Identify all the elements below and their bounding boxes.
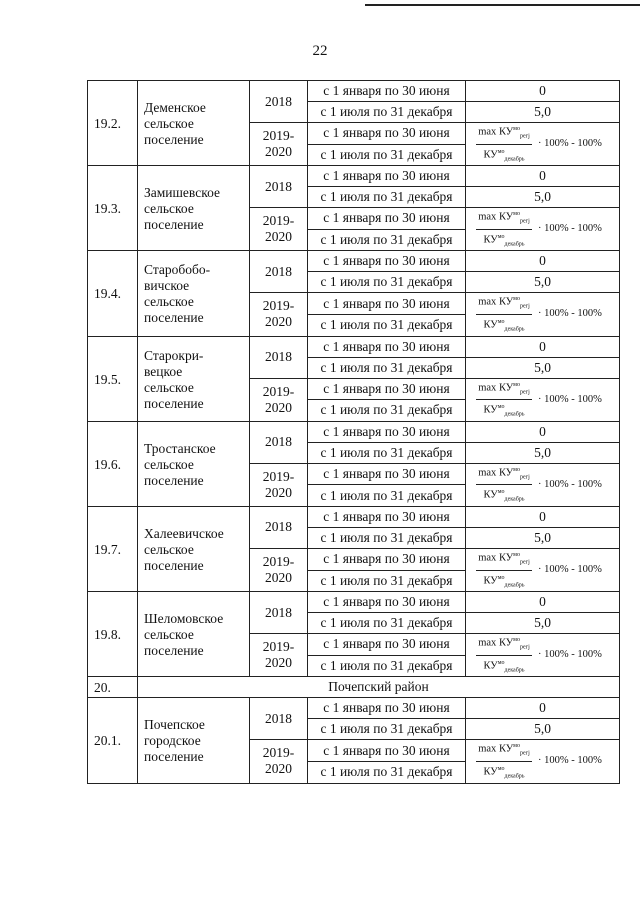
formula-ku-text: КУ [483,234,498,246]
fraction-bar [476,484,532,485]
value-second-half: 5,0 [466,527,620,548]
growth-formula [466,549,619,591]
settlement-name-text: Тростанское сельское поселение [144,440,216,488]
formula-cell [466,740,620,783]
value-first-half: 0 [466,336,620,357]
settlement-name-text: Замишевское сельское поселение [144,185,220,233]
year-2019-2020 [250,378,308,421]
formula-reg-sub: pегj [519,559,530,566]
formula-fraction [476,740,532,782]
period-first-half: с 1 января по 30 июня [308,166,466,187]
formula-mo-sup: мо [497,233,505,240]
period-second-half: с 1 июля по 31 декабря [308,144,466,166]
fraction-bar [476,655,532,656]
formula-mo-sup: мо [497,148,505,155]
formula-max-text: max [478,552,497,564]
settlement-name [138,698,250,783]
row-number: 19.5. [88,336,138,421]
year-2018: 2018 [250,506,308,548]
formula-reg-sub: pегj [519,303,530,310]
row-number: 19.3. [88,166,138,251]
growth-formula [466,293,619,335]
value-first-half: 0 [466,592,620,613]
value-second-half: 5,0 [466,719,620,740]
period-second-half: с 1 июля по 31 декабря [308,229,466,251]
row-number: 19.7. [88,506,138,591]
table-row [88,421,620,442]
settlement-name-text: Почепское городское поселение [144,717,205,765]
period-second-half: с 1 июля по 31 декабря [308,719,466,740]
period-second-half: с 1 июля по 31 декабря [308,272,466,293]
district-name: Почепский район [138,677,620,698]
formula-mo-sup: мо [513,637,520,644]
formula-reg-sub: pегj [519,750,530,757]
formula-fraction [476,208,532,250]
formula-mo-sup: мо [513,381,520,388]
year-2019-2020-text: 2019- 2020 [262,639,295,671]
formula-ku-text: КУ [483,489,498,501]
period-first-half: с 1 января по 30 июня [308,208,466,230]
value-first-half: 0 [466,251,620,272]
period-first-half: с 1 января по 30 июня [308,81,466,102]
year-2019-2020 [250,463,308,506]
formula-mo-sup: мо [513,211,520,218]
district-number: 20. [88,677,138,698]
formula-ku-text: КУ [483,149,498,161]
period-second-half: с 1 июля по 31 декабря [308,527,466,548]
period-second-half: с 1 июля по 31 декабря [308,761,466,783]
period-second-half: с 1 июля по 31 декабря [308,314,466,336]
growth-formula [466,740,619,782]
formula-tail: · 100% - 100% [538,564,602,576]
growth-formula [466,123,619,165]
formula-ku-text: КУ [498,382,514,394]
formula-cell [466,548,620,591]
table-row [88,506,620,527]
formula-mo-sup: мо [497,489,505,496]
period-second-half: с 1 июля по 31 декабря [308,442,466,463]
formula-fraction [476,379,532,421]
formula-mo-sup: мо [497,659,505,666]
settlement-name-text: Старокри- вецкое сельское поселение [144,347,204,411]
formula-cell [466,378,620,421]
year-2019-2020-text: 2019- 2020 [262,745,295,777]
settlement-name [138,506,250,591]
value-first-half: 0 [466,166,620,187]
year-2018: 2018 [250,336,308,378]
formula-max-text: max [478,467,497,479]
period-first-half: с 1 января по 30 июня [308,421,466,442]
formula-dekabr-sub: декабрь [504,773,525,780]
year-2019-2020 [250,740,308,783]
formula-mo-sup: мо [513,551,520,558]
formula-reg-sub: pегj [519,218,530,225]
formula-cell [466,634,620,677]
formula-mo-sup: мо [513,296,520,303]
year-2019-2020-text: 2019- 2020 [262,554,295,586]
period-first-half: с 1 января по 30 июня [308,592,466,613]
period-second-half: с 1 июля по 31 декабря [308,357,466,378]
fraction-bar [476,229,532,230]
formula-max-text: max [478,296,497,308]
table-row [88,166,620,187]
year-2019-2020 [250,634,308,677]
formula-dekabr-sub: декабрь [504,326,525,333]
year-2018: 2018 [250,592,308,634]
formula-ku-text: КУ [498,552,514,564]
growth-formula [466,379,619,421]
period-first-half: с 1 января по 30 июня [308,548,466,570]
formula-ku-text: КУ [498,126,514,138]
formula-fraction [476,123,532,165]
year-2019-2020 [250,123,308,166]
period-first-half: с 1 января по 30 июня [308,123,466,145]
formula-mo-sup: мо [497,574,505,581]
settlement-name-text: Старобобо- вичское сельское поселение [144,262,211,326]
row-number: 19.8. [88,592,138,677]
year-2018: 2018 [250,166,308,208]
formula-tail: · 100% - 100% [538,223,602,235]
table-row [88,592,620,613]
period-first-half: с 1 января по 30 июня [308,251,466,272]
formula-cell [466,123,620,166]
year-2019-2020-text: 2019- 2020 [262,298,295,330]
formula-fraction [476,293,532,335]
formula-fraction [476,634,532,676]
formula-max-text: max [478,126,497,138]
formula-reg-sub: pегj [519,389,530,396]
value-first-half: 0 [466,421,620,442]
value-second-half: 5,0 [466,357,620,378]
formula-ku-text: КУ [498,467,514,479]
value-first-half: 0 [466,81,620,102]
top-rule [365,4,640,6]
growth-formula [466,634,619,676]
value-second-half: 5,0 [466,187,620,208]
period-first-half: с 1 января по 30 июня [308,634,466,656]
fraction-bar [476,399,532,400]
formula-ku-text: КУ [483,660,498,672]
year-2019-2020 [250,548,308,591]
row-number: 19.2. [88,81,138,166]
formula-tail: · 100% - 100% [538,649,602,661]
period-second-half: с 1 июля по 31 декабря [308,655,466,677]
fraction-bar [476,314,532,315]
formula-dekabr-sub: декабрь [504,156,525,163]
value-first-half: 0 [466,506,620,527]
growth-formula [466,464,619,506]
value-second-half: 5,0 [466,272,620,293]
formula-max-text: max [478,743,497,755]
formula-ku-text: КУ [498,296,514,308]
settlement-name-text: Халеевичское сельское поселение [144,526,224,574]
formula-ku-text: КУ [498,637,514,649]
year-2019-2020 [250,208,308,251]
formula-tail: · 100% - 100% [538,478,602,490]
settlement-name-text: Шеломовское сельское поселение [144,611,224,659]
period-first-half: с 1 января по 30 июня [308,463,466,485]
settlement-name [138,166,250,251]
value-second-half: 5,0 [466,102,620,123]
formula-mo-sup: мо [513,466,520,473]
formula-tail: · 100% - 100% [538,308,602,320]
settlement-name-text: Деменское сельское поселение [144,100,206,148]
formula-mo-sup: мо [513,743,520,750]
period-second-half: с 1 июля по 31 декабря [308,613,466,634]
formula-max-text: max [478,637,497,649]
table-row [88,251,620,272]
value-first-half: 0 [466,698,620,719]
year-2019-2020-text: 2019- 2020 [262,383,295,415]
growth-formula [466,208,619,250]
period-second-half: с 1 июля по 31 декабря [308,102,466,123]
formula-dekabr-sub: декабрь [504,667,525,674]
row-number: 19.6. [88,421,138,506]
settlement-name [138,336,250,421]
year-2019-2020 [250,293,308,336]
period-first-half: с 1 января по 30 июня [308,293,466,315]
period-first-half: с 1 января по 30 июня [308,336,466,357]
formula-cell [466,463,620,506]
year-2019-2020-text: 2019- 2020 [262,128,295,160]
formula-fraction [476,549,532,591]
settlement-name [138,81,250,166]
formula-tail: · 100% - 100% [538,393,602,405]
year-2019-2020-text: 2019- 2020 [262,213,295,245]
row-number: 20.1. [88,698,138,783]
row-number: 19.4. [88,251,138,336]
formula-ku-text: КУ [498,211,514,223]
formula-tail: · 100% - 100% [538,755,602,767]
period-second-half: с 1 июля по 31 декабря [308,400,466,422]
period-first-half: с 1 января по 30 июня [308,740,466,762]
settlement-name [138,421,250,506]
formula-tail: · 100% - 100% [538,138,602,150]
formula-cell [466,208,620,251]
period-first-half: с 1 января по 30 июня [308,698,466,719]
settlement-name [138,251,250,336]
table-row [88,698,620,719]
formula-reg-sub: pегj [519,474,530,481]
fraction-bar [476,144,532,145]
formula-dekabr-sub: декабрь [504,241,525,248]
formula-ku-text: КУ [483,319,498,331]
value-second-half: 5,0 [466,442,620,463]
year-2018: 2018 [250,698,308,740]
year-2018: 2018 [250,421,308,463]
period-first-half: с 1 января по 30 июня [308,506,466,527]
formula-ku-text: КУ [483,404,498,416]
formula-max-text: max [478,211,497,223]
formula-mo-sup: мо [497,404,505,411]
period-second-half: с 1 июля по 31 декабря [308,570,466,592]
period-second-half: с 1 июля по 31 декабря [308,485,466,507]
value-second-half: 5,0 [466,613,620,634]
formula-reg-sub: pегj [519,133,530,140]
formula-reg-sub: pегj [519,644,530,651]
formula-dekabr-sub: декабрь [504,411,525,418]
tariff-table [87,80,620,784]
formula-ku-text: КУ [483,766,498,778]
table-row [88,336,620,357]
formula-mo-sup: мо [513,126,520,132]
district-row [88,677,620,698]
formula-cell [466,293,620,336]
settlement-name [138,592,250,677]
formula-dekabr-sub: декабрь [504,496,525,503]
formula-ku-text: КУ [483,575,498,587]
period-first-half: с 1 января по 30 июня [308,378,466,400]
year-2018: 2018 [250,81,308,123]
formula-fraction [476,464,532,506]
formula-mo-sup: мо [497,765,505,772]
period-second-half: с 1 июля по 31 декабря [308,187,466,208]
formula-mo-sup: мо [497,318,505,325]
formula-max-text: max [478,382,497,394]
fraction-bar [476,570,532,571]
page-number: 22 [312,43,328,59]
fraction-bar [476,761,532,762]
formula-ku-text: КУ [498,743,514,755]
formula-dekabr-sub: декабрь [504,582,525,589]
year-2019-2020-text: 2019- 2020 [262,468,295,500]
year-2018: 2018 [250,251,308,293]
table-row [88,81,620,102]
